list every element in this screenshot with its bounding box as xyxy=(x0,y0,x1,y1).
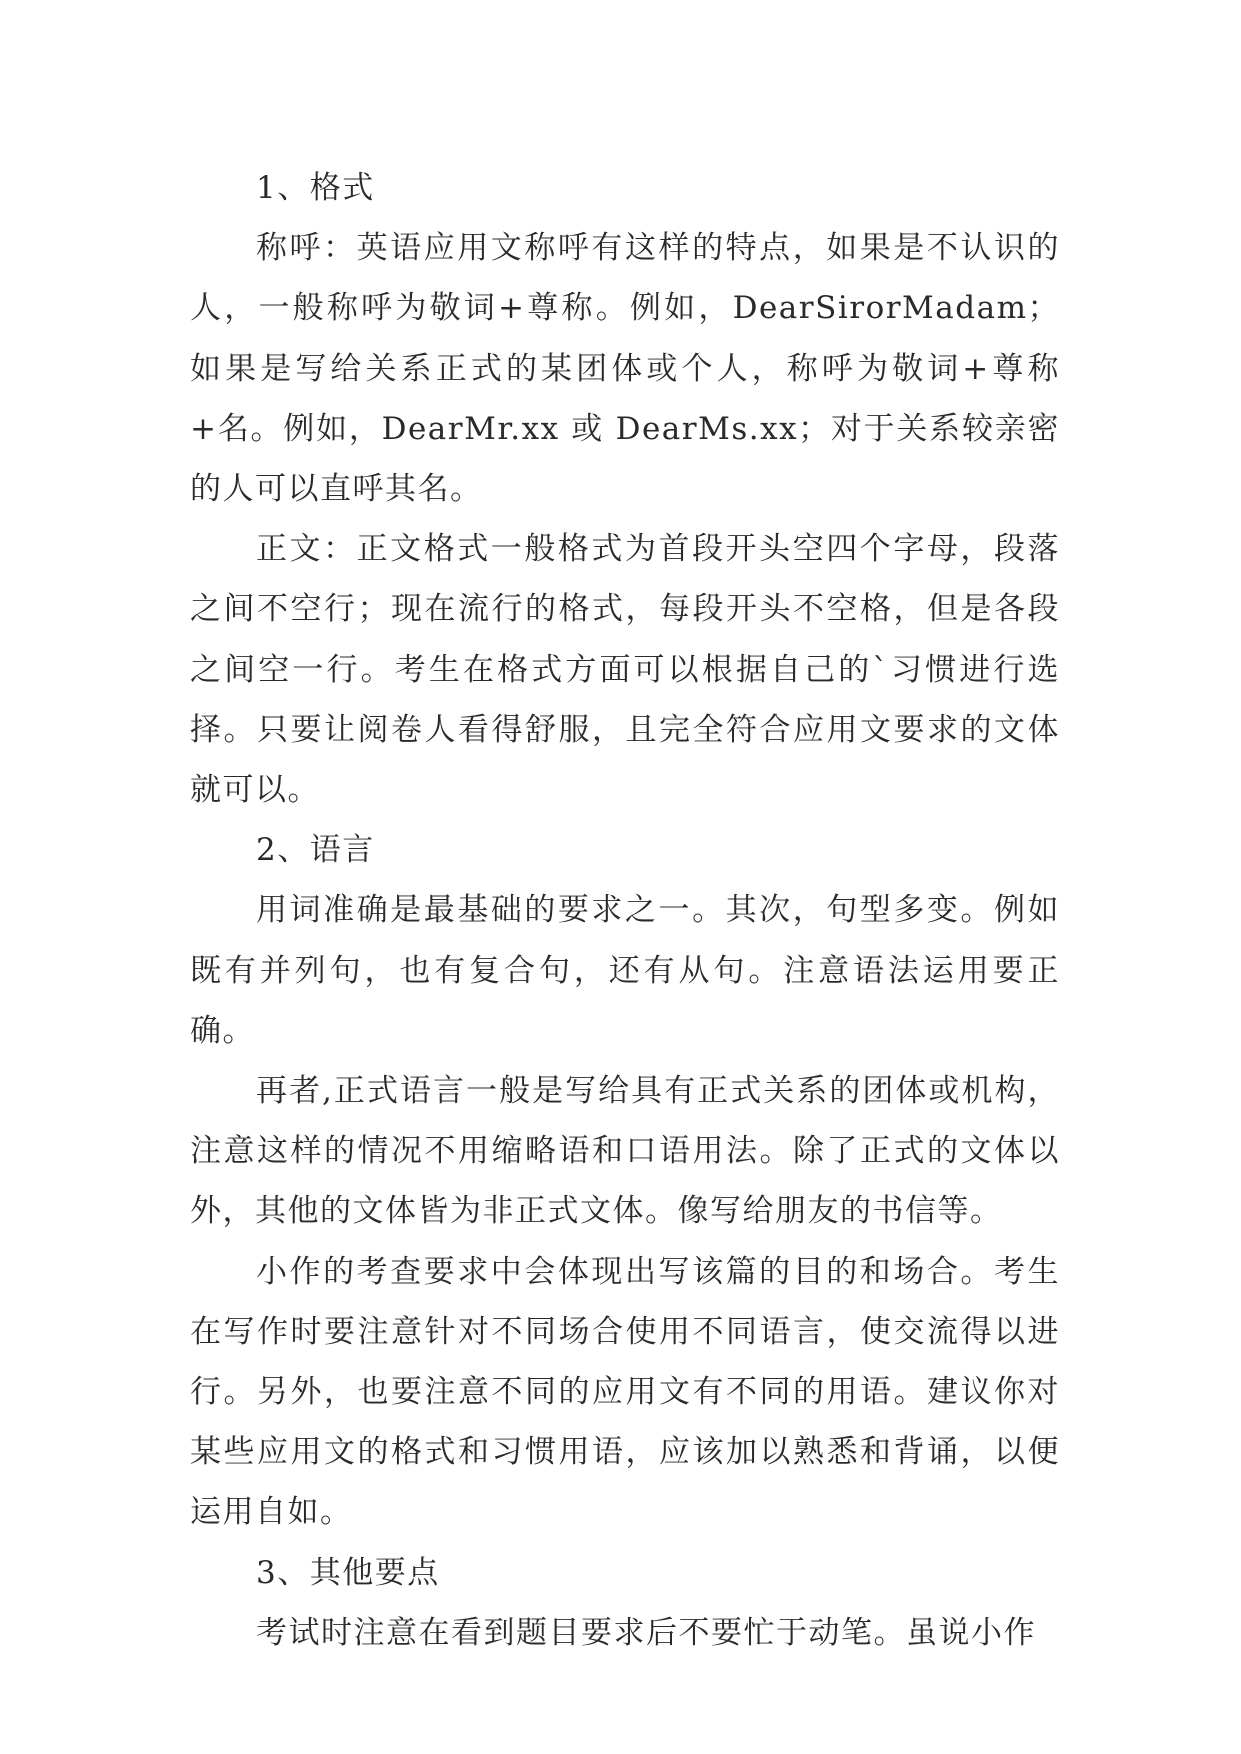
document-page xyxy=(190,158,1060,1663)
section-heading-language: 2、语言 xyxy=(256,832,375,869)
paragraph-exam-tips: 考试时注意在看到题目要求后不要忙于动笔。虽说小作 xyxy=(256,1614,1036,1651)
section-heading-other-points: 3、其他要点 xyxy=(256,1554,440,1591)
paragraph-body-format: 正文：正文格式一般格式为首段开头空四个字母，段落之间不空行；现在流行的格式，每段开头不空格，但是各段之间空一行。考生在格式方面可以根据自己的`习惯进行选择。只要让阅卷人看得舒服，且完全符合应用文要求的文体就可以。 xyxy=(190,531,1060,809)
paragraph-formal-language: 再者,正式语言一般是写给具有正式关系的团体或机构，注意这样的情况不用缩略语和口语用法。除了正式的文体以外，其他的文体皆为非正式文体。像写给朋友的书信等。 xyxy=(190,1073,1060,1230)
paragraph-word-choice: 用词准确是最基础的要求之一。其次，句型多变。例如既有并列句，也有复合句，还有从句。注意语法运用要正确。 xyxy=(190,892,1060,1049)
paragraph-salutation: 称呼：英语应用文称呼有这样的特点，如果是不认识的人，一般称呼为敬词+尊称。例如，DearSirorMadam；如果是写给关系正式的某团体或个人，称呼为敬词+尊称+名。例如，DearMr.xx 或 DearMs.xx；对于关系较亲密的人可以直呼其名。 xyxy=(190,230,1060,508)
section-heading-format: 1、格式 xyxy=(256,170,375,206)
paragraph-purpose-occasion: 小作的考查要求中会体现出写该篇的目的和场合。考生在写作时要注意针对不同场合使用不同语言，使交流得以进行。另外，也要注意不同的应用文有不同的用语。建议你对某些应用文的格式和习惯用语，应该加以熟悉和背诵，以便运用自如。 xyxy=(190,1253,1060,1531)
